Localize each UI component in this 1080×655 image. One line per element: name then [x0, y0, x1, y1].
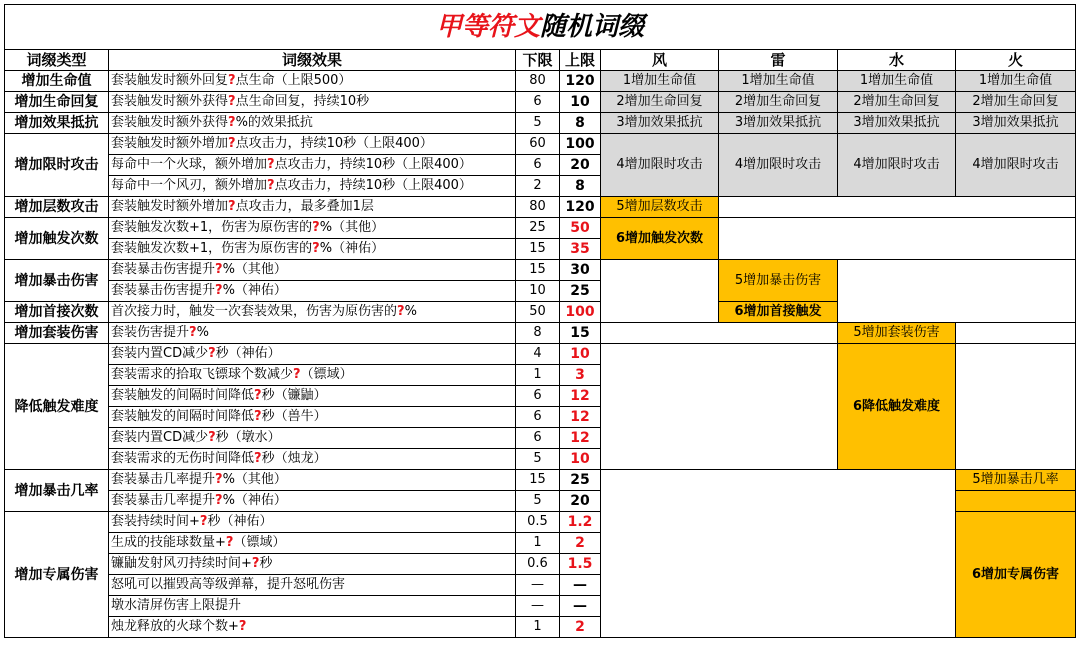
affix-low: 5: [516, 491, 560, 512]
grid-thunder-crit-dmg: 5增加暴击伤害: [719, 260, 838, 302]
grid-add-regen: 2增加生命回复: [601, 92, 719, 113]
effect-variable: ?: [251, 556, 260, 571]
affix-row: [5, 344, 1076, 365]
effect-variable: ?: [215, 493, 223, 508]
effect-text: 套装内置CD减少: [111, 346, 209, 361]
affix-low: 4: [516, 344, 560, 365]
affix-row: [5, 92, 1076, 113]
affix-high: 15: [560, 323, 601, 344]
effect-variable: ?: [267, 157, 275, 172]
effect-variable: ?: [312, 241, 320, 256]
effect-variable: ?: [228, 115, 236, 130]
affix-effect: [109, 155, 516, 176]
header-fire: 火: [956, 50, 1076, 71]
affix-effect: [109, 449, 516, 470]
affix-effect: [109, 344, 516, 365]
affix-effect: [109, 197, 516, 218]
affix-row: [5, 197, 1076, 218]
affix-effect: [109, 428, 516, 449]
affix-type: 增加限时攻击: [5, 134, 109, 197]
effect-variable: ?: [208, 346, 216, 361]
effect-text: %的效果抵抗: [235, 115, 313, 130]
affix-low: —: [516, 575, 560, 596]
effect-text: %: [404, 304, 417, 319]
effect-variable: ?: [267, 178, 275, 193]
affix-high: 12: [560, 386, 601, 407]
grid-water-set-dmg: 5增加套装伤害: [838, 323, 956, 344]
effect-variable: ?: [215, 262, 223, 277]
effect-text: 套装触发时额外获得: [111, 115, 229, 130]
grid-fill: [956, 491, 1076, 512]
affix-effect: [109, 92, 516, 113]
header-thunder: 雷: [719, 50, 838, 71]
affix-low: 10: [516, 281, 560, 302]
affix-low: 15: [516, 239, 560, 260]
affix-sheet: [4, 4, 1075, 652]
effect-text: 秒（兽牛）: [261, 409, 327, 424]
affix-effect: [109, 365, 516, 386]
affix-type: 增加首接次数: [5, 302, 109, 323]
title-part2: 随机词缀: [540, 12, 645, 42]
effect-text: 点生命回复，持续10秒: [235, 94, 370, 109]
effect-text: 套装需求的拾取飞镖球个数减少: [111, 367, 294, 382]
affix-high: 8: [560, 176, 601, 197]
title-part1: 甲等符文: [436, 12, 541, 42]
effect-text: 秒（神佑）: [207, 514, 273, 529]
grid-empty: [956, 344, 1076, 470]
effect-variable: ?: [238, 619, 247, 634]
effect-text: 套装暴击几率提升: [111, 472, 216, 487]
affix-low: 6: [516, 428, 560, 449]
grid-fire-exclusive-dmg: 6增加专属伤害: [956, 512, 1076, 638]
effect-text: 墩水清屏伤害上限提升: [111, 598, 242, 613]
effect-variable: ?: [312, 220, 320, 235]
header-water: 水: [838, 50, 956, 71]
effect-text: 烛龙释放的火球个数+: [111, 619, 239, 634]
affix-type: 增加生命回复: [5, 92, 109, 113]
effect-variable: ?: [225, 535, 234, 550]
affix-table: [4, 4, 1076, 638]
grid-add-resist: 3增加效果抵抗: [601, 113, 719, 134]
affix-row: [5, 260, 1076, 281]
effect-text: 镰鼬发射风刃持续时间+: [111, 556, 252, 571]
grid-thunder-first-trigger: 6增加首接触发: [719, 302, 838, 323]
affix-high: 12: [560, 407, 601, 428]
affix-high: 25: [560, 470, 601, 491]
affix-low: 6: [516, 407, 560, 428]
effect-text: %（其他）: [222, 472, 287, 487]
affix-low: 1: [516, 365, 560, 386]
affix-low: 50: [516, 302, 560, 323]
affix-high: 2: [560, 533, 601, 554]
affix-effect: [109, 176, 516, 197]
effect-variable: ?: [189, 325, 197, 340]
affix-high: 120: [560, 71, 601, 92]
affix-effect: [109, 71, 516, 92]
affix-row: [5, 134, 1076, 155]
effect-text: 点攻击力，最多叠加1层: [235, 199, 374, 214]
effect-text: 套装触发次数+1，伤害为原伤害的: [111, 241, 313, 256]
affix-effect: [109, 239, 516, 260]
affix-high: 2: [560, 617, 601, 638]
affix-low: 5: [516, 113, 560, 134]
effect-text: 套装触发次数+1，伤害为原伤害的: [111, 220, 313, 235]
affix-effect: [109, 260, 516, 281]
effect-text: 套装触发时额外增加: [111, 199, 229, 214]
effect-text: 秒: [259, 556, 273, 571]
grid-add-regen: 2增加生命回复: [838, 92, 956, 113]
header-row: [5, 50, 1076, 71]
affix-high: 1.5: [560, 554, 601, 575]
affix-row: [5, 218, 1076, 239]
affix-low: 6: [516, 155, 560, 176]
affix-low: 0.6: [516, 554, 560, 575]
effect-text: 秒（神佑）: [215, 346, 281, 361]
effect-text: %（神佑）: [222, 493, 287, 508]
grid-fire-crit-rate: 5增加暴击几率: [956, 470, 1076, 491]
affix-high: 50: [560, 218, 601, 239]
affix-type: 增加生命值: [5, 71, 109, 92]
affix-type: 增加触发次数: [5, 218, 109, 260]
effect-variable: ?: [228, 73, 236, 88]
affix-effect: [109, 302, 516, 323]
header-effect: 词缀效果: [109, 50, 516, 71]
affix-low: 6: [516, 386, 560, 407]
affix-low: 8: [516, 323, 560, 344]
affix-high: 10: [560, 344, 601, 365]
affix-effect: [109, 617, 516, 638]
effect-text: 每命中一个火球，额外增加: [111, 157, 268, 172]
affix-low: 15: [516, 470, 560, 491]
effect-text: 套装暴击伤害提升: [111, 283, 216, 298]
effect-text: 套装暴击几率提升: [111, 493, 216, 508]
effect-text: 套装触发时额外增加: [111, 136, 229, 151]
effect-text: （镖域）: [233, 535, 286, 550]
affix-effect: [109, 512, 516, 533]
affix-effect: [109, 533, 516, 554]
grid-add-resist: 3增加效果抵抗: [956, 113, 1076, 134]
effect-text: %（神佑）: [222, 283, 287, 298]
affix-high: 100: [560, 302, 601, 323]
affix-type: 增加套装伤害: [5, 323, 109, 344]
effect-text: 点攻击力，持续10秒（上限400）: [274, 178, 472, 193]
affix-low: 0.5: [516, 512, 560, 533]
affix-effect: [109, 407, 516, 428]
affix-high: 10: [560, 449, 601, 470]
effect-text: %: [196, 325, 209, 340]
effect-text: 秒（烛龙）: [261, 451, 327, 466]
grid-add-hp: 1增加生命值: [719, 71, 838, 92]
effect-text: 套装触发时额外获得: [111, 94, 229, 109]
grid-add-resist: 3增加效果抵抗: [719, 113, 838, 134]
affix-low: 2: [516, 176, 560, 197]
effect-text: 套装伤害提升: [111, 325, 190, 340]
effect-text: （镖域）: [300, 367, 353, 382]
affix-effect: [109, 596, 516, 617]
grid-wind-stack-atk: 5增加层数攻击: [601, 197, 719, 218]
affix-low: 5: [516, 449, 560, 470]
affix-type: 增加专属伤害: [5, 512, 109, 638]
affix-type: 降低触发难度: [5, 344, 109, 470]
affix-effect: [109, 323, 516, 344]
effect-variable: ?: [208, 430, 216, 445]
affix-low: 6: [516, 92, 560, 113]
affix-type: 增加暴击伤害: [5, 260, 109, 302]
affix-row: [5, 71, 1076, 92]
grid-empty: [601, 344, 838, 470]
effect-variable: ?: [228, 94, 236, 109]
affix-row: [5, 113, 1076, 134]
effect-variable: ?: [228, 199, 236, 214]
affix-row: [5, 323, 1076, 344]
grid-add-timed-atk: 4增加限时攻击: [601, 134, 719, 197]
header-type: 词缀类型: [5, 50, 109, 71]
affix-type: 增加效果抵抗: [5, 113, 109, 134]
grid-empty: [601, 470, 956, 638]
effect-variable: ?: [215, 472, 223, 487]
effect-text: 点攻击力，持续10秒（上限400）: [235, 136, 433, 151]
grid-add-hp: 1增加生命值: [601, 71, 719, 92]
affix-high: 35: [560, 239, 601, 260]
effect-text: 套装内置CD减少: [111, 430, 209, 445]
effect-text: 点生命（上限500）: [235, 73, 352, 88]
affix-low: 60: [516, 134, 560, 155]
affix-type: 增加暴击几率: [5, 470, 109, 512]
affix-effect: [109, 113, 516, 134]
effect-text: 生成的技能球数量+: [111, 535, 226, 550]
affix-high: 120: [560, 197, 601, 218]
effect-text: 套装触发时额外回复: [111, 73, 229, 88]
grid-add-timed-atk: 4增加限时攻击: [719, 134, 838, 197]
grid-add-timed-atk: 4增加限时攻击: [956, 134, 1076, 197]
effect-text: 套装触发的间隔时间降低: [111, 388, 255, 403]
affix-high: 25: [560, 281, 601, 302]
grid-add-hp: 1增加生命值: [956, 71, 1076, 92]
effect-variable: ?: [215, 283, 223, 298]
header-high: 上限: [560, 50, 601, 71]
affix-high: 10: [560, 92, 601, 113]
grid-empty: [838, 260, 1076, 323]
effect-variable: ?: [397, 304, 405, 319]
affix-effect: [109, 491, 516, 512]
grid-add-timed-atk: 4增加限时攻击: [838, 134, 956, 197]
effect-text: 套装持续时间+: [111, 514, 200, 529]
affix-low: 25: [516, 218, 560, 239]
affix-effect: [109, 575, 516, 596]
affix-high: 100: [560, 134, 601, 155]
affix-high: 12: [560, 428, 601, 449]
effect-variable: ?: [254, 451, 262, 466]
effect-text: %（其他）: [319, 220, 385, 235]
grid-empty: [719, 197, 1076, 218]
affix-high: 20: [560, 491, 601, 512]
effect-variable: ?: [254, 388, 262, 403]
affix-row: [5, 470, 1076, 491]
effect-variable: ?: [199, 514, 208, 529]
grid-water-lower-difficulty: 6降低触发难度: [838, 344, 956, 470]
grid-add-regen: 2增加生命回复: [719, 92, 838, 113]
affix-low: 15: [516, 260, 560, 281]
grid-empty: [601, 323, 838, 344]
affix-effect: [109, 386, 516, 407]
effect-text: 首次接力时，触发一次套装效果，伤害为原伤害的: [111, 304, 398, 319]
affix-low: 80: [516, 197, 560, 218]
effect-text: 套装暴击伤害提升: [111, 262, 216, 277]
affix-high: 30: [560, 260, 601, 281]
grid-add-hp: 1增加生命值: [838, 71, 956, 92]
effect-variable: ?: [228, 136, 236, 151]
affix-high: —: [560, 575, 601, 596]
affix-effect: [109, 554, 516, 575]
affix-high: 8: [560, 113, 601, 134]
affix-effect: [109, 134, 516, 155]
affix-low: 1: [516, 617, 560, 638]
affix-low: 1: [516, 533, 560, 554]
affix-effect: [109, 218, 516, 239]
effect-variable: ?: [254, 409, 262, 424]
effect-text: %（神佑）: [319, 241, 385, 256]
effect-text: 每命中一个风刃，额外增加: [111, 178, 268, 193]
grid-add-resist: 3增加效果抵抗: [838, 113, 956, 134]
affix-effect: [109, 470, 516, 491]
effect-text: 秒（墩水）: [215, 430, 281, 445]
grid-empty: [719, 218, 1076, 260]
affix-low: 80: [516, 71, 560, 92]
grid-empty: [601, 260, 719, 323]
affix-type: 增加层数攻击: [5, 197, 109, 218]
effect-text: 怒吼可以摧毁高等级弹幕，提升怒吼伤害: [111, 577, 346, 592]
affix-effect: [109, 281, 516, 302]
grid-wind-trigger-count: 6增加触发次数: [601, 218, 719, 260]
header-low: 下限: [516, 50, 560, 71]
effect-text: 套装触发的间隔时间降低: [111, 409, 255, 424]
header-wind: 风: [601, 50, 719, 71]
affix-high: 1.2: [560, 512, 601, 533]
affix-high: 20: [560, 155, 601, 176]
effect-text: 秒（镰鼬）: [261, 388, 327, 403]
grid-add-regen: 2增加生命回复: [956, 92, 1076, 113]
effect-text: %（其他）: [222, 262, 287, 277]
affix-high: 3: [560, 365, 601, 386]
affix-high: —: [560, 596, 601, 617]
effect-text: 点攻击力，持续10秒（上限400）: [274, 157, 472, 172]
effect-variable: ?: [293, 367, 301, 382]
sheet-title: [5, 5, 1076, 50]
grid-empty: [956, 323, 1076, 344]
effect-text: 套装需求的无伤时间降低: [111, 451, 255, 466]
affix-low: —: [516, 596, 560, 617]
